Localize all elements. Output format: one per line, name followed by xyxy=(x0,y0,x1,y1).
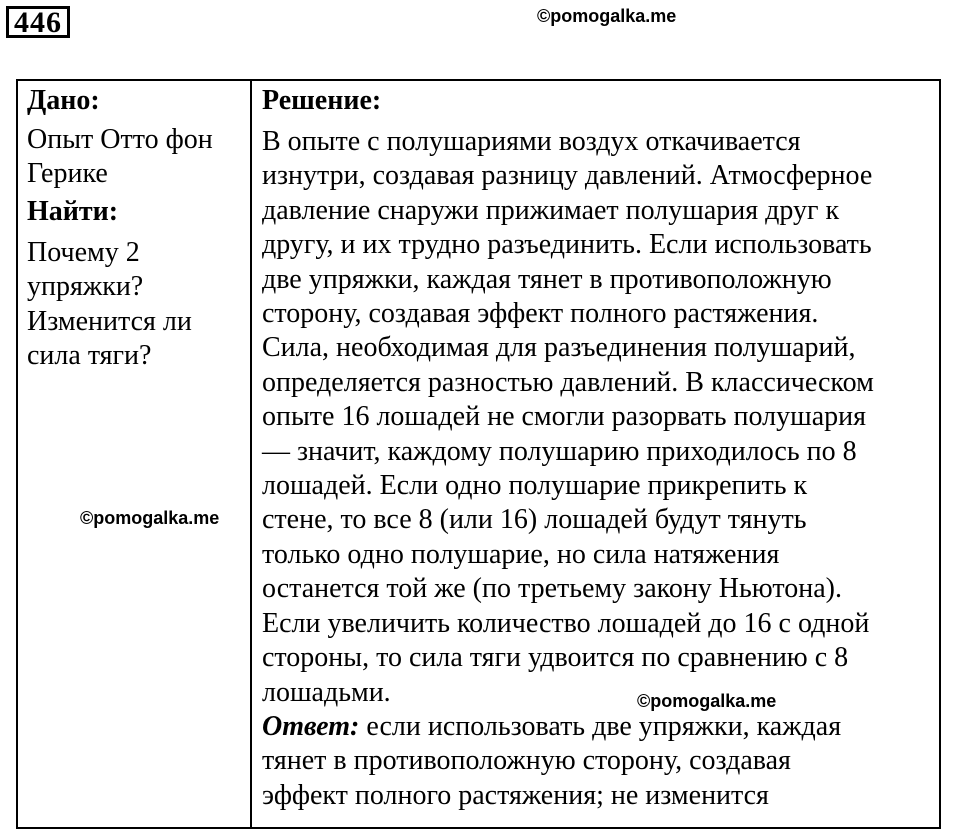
find-label: Найти: xyxy=(27,195,119,227)
find-line: Почему 2 xyxy=(27,236,140,268)
solution-line: определяется разностью давлений. В классическом xyxy=(262,366,874,398)
find-line: упряжки? xyxy=(27,271,144,303)
solution-label: Решение: xyxy=(262,85,382,116)
solution-line: изнутри, создавая разницу давлений. Атмосферное xyxy=(262,160,873,192)
right-column xyxy=(262,83,934,813)
solution-line: останется той же (по третьему закону Ньютона). xyxy=(262,573,842,605)
watermark-left: ©pomogalka.me xyxy=(80,508,220,528)
solution-line: стене, то все 8 (или 16) лошадей будут тянуть xyxy=(262,504,807,536)
solution-line: только одно полушарие, но сила натяжения xyxy=(262,538,780,570)
solution-line: сторону, создавая эффект полного растяжения. xyxy=(262,298,819,330)
left-column xyxy=(27,83,245,373)
solution-line: стороны, то сила тяги удвоится по сравнению с 8 xyxy=(262,642,849,674)
column-divider xyxy=(250,81,252,827)
solution-line: — значит, каждому полушарию приходилось по 8 xyxy=(262,435,857,467)
given-line: Герике xyxy=(27,158,108,190)
answer-first-line xyxy=(262,710,934,744)
answer-line: эффект полного растяжения; не изменится xyxy=(262,779,769,811)
solution-line: лошадьми. xyxy=(262,676,391,708)
given-label: Дано: xyxy=(27,85,100,116)
answer-line: тянет в противоположную сторону, создавая xyxy=(262,745,791,777)
watermark-bottom: ©pomogalka.me xyxy=(637,691,777,711)
watermark-top: ©pomogalka.me xyxy=(537,6,677,26)
solution-line: лошадей. Если одно полушарие прикрепить к xyxy=(262,470,808,502)
solution-line: две упряжки, каждая тянет в противоположную xyxy=(262,263,832,295)
answer-label: Ответ: xyxy=(262,710,360,742)
solution-text xyxy=(262,125,934,710)
solution-line: Сила, необходимая для разъединения полушарий, xyxy=(262,332,856,364)
solution-line: В опыте с полушариями воздух откачивается xyxy=(262,126,801,157)
find-line: сила тяги? xyxy=(27,340,152,372)
solution-line: опыте 16 лошадей не смогли разорвать полушария xyxy=(262,401,866,433)
solution-line: другу, и их трудно разъединить. Если использовать xyxy=(262,229,872,261)
solution-table xyxy=(16,79,941,829)
find-line: Изменится ли xyxy=(27,305,192,337)
solution-line: давление снаружи прижимает полушария друг к xyxy=(262,194,840,226)
problem-number: 446 xyxy=(6,6,70,38)
solution-line: Если увеличить количество лошадей до 16 с одной xyxy=(262,607,870,639)
answer-text: если использовать две упряжки, каждая xyxy=(359,710,842,742)
given-line: Опыт Отто фон xyxy=(27,124,213,155)
